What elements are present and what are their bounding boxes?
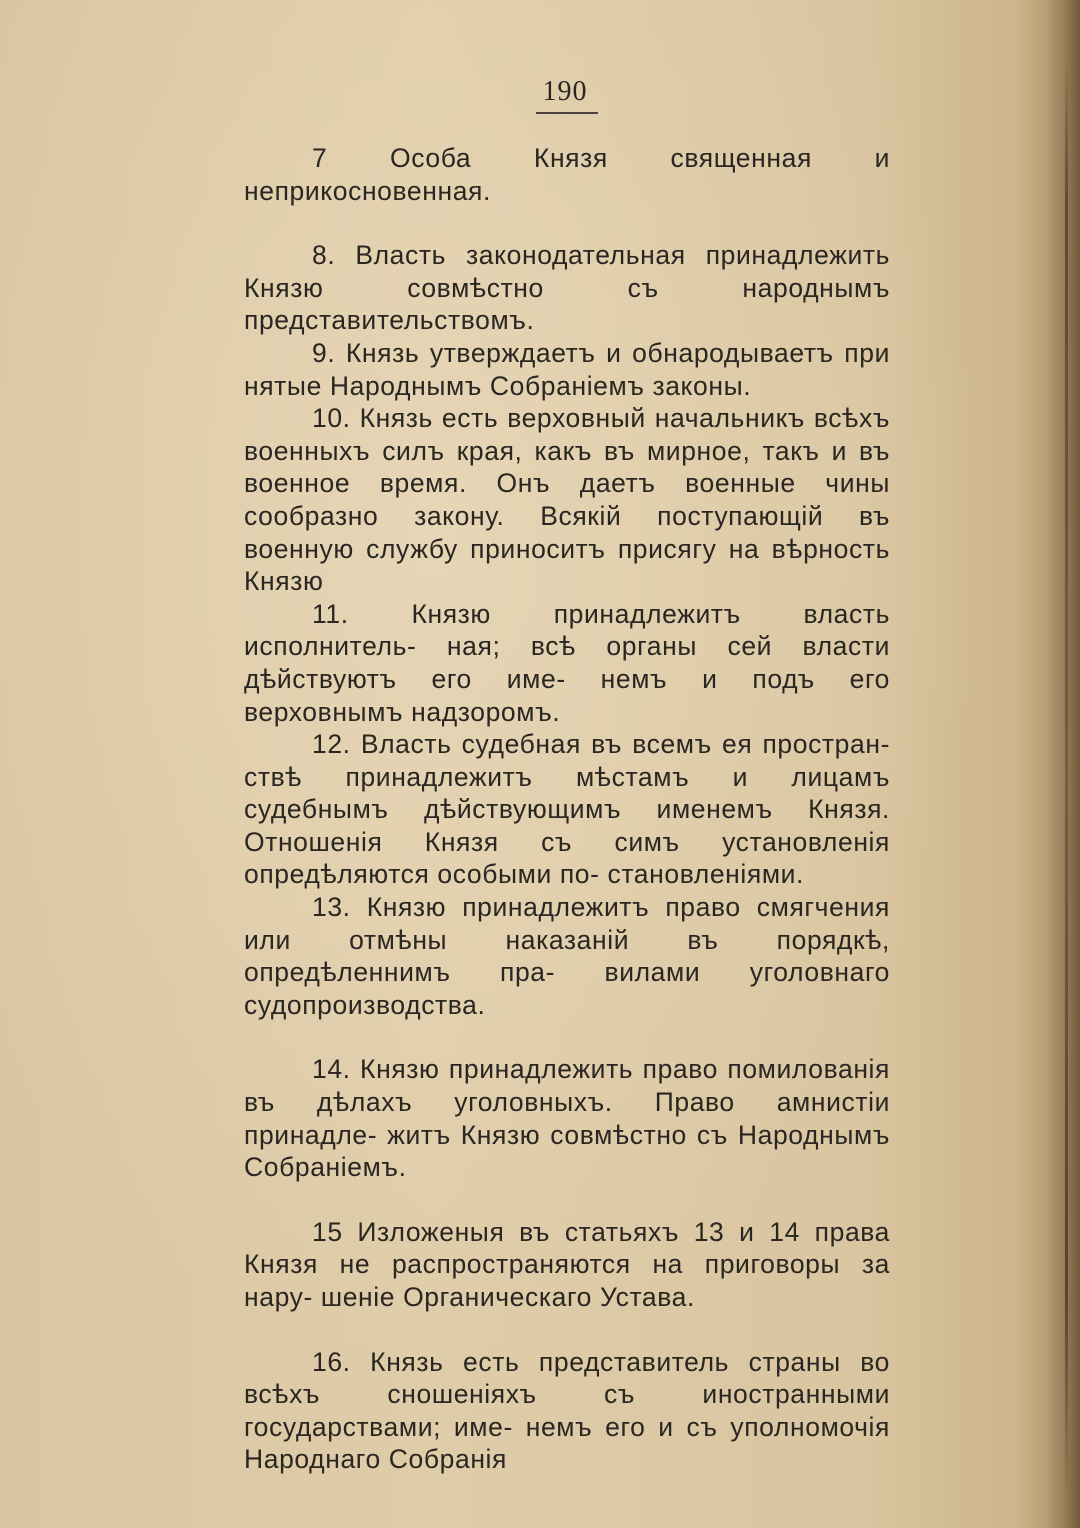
article-12: 12. Власть судебная въ всемъ ея простран- ствѣ принадлежитъ мѣстамъ и лицамъ судебнымъ дѣйствующимъ именемъ Князя. Отношенія Князя съ симъ установленія опредѣляются особыми по- становленіями. bbox=[244, 729, 890, 890]
page-body bbox=[244, 142, 890, 1476]
page-edge bbox=[1065, 60, 1068, 1500]
article-15: 15 Изложеныя въ статьяхъ 13 и 14 права Князя не распространяются на приговоры за нару- шеніе Органическаго Устава. bbox=[244, 1216, 890, 1312]
article-13: 13. Князю принадлежитъ право смягчения или отмѣны наказаній въ порядкѣ, опредѣленнимъ пра- вилами уголовнаго судопроизводства. bbox=[244, 892, 890, 1020]
page-number-rule bbox=[536, 112, 598, 114]
article-7: 7 Особа Князя священная и неприкосновенная. bbox=[244, 143, 890, 206]
article-11: 11. Князю принадлежитъ власть исполнитель- ная; всѣ органы сей власти дѣйствуютъ его име- немъ и подъ его верховнымъ надзоромъ. bbox=[244, 598, 890, 727]
article-16: 16. Князь есть представитель страны во всѣхъ сношеніяхъ съ иностранными государствами; име- немъ его и съ уполномочія Народнаго Собранія bbox=[244, 1346, 890, 1475]
article-9: 9. Князь утверждаетъ и обнародываетъ при нятые Народнымъ Собраніемъ законы. bbox=[244, 337, 890, 401]
article-10: 10. Князь есть верховный начальникъ всѣхъ военныхъ силъ края, какъ въ мирное, такъ и въ военное время. Онъ даетъ военные чины сообразно закону. Всякій поступающій въ военную службу приноситъ присягу на вѣрность Князю bbox=[244, 403, 890, 597]
article-14: 14. Князю принадлежить право помилованія въ дѣлахъ уголовныхъ. Право амнистіи принадле- житъ Князю совмѣстно съ Народнымъ Собраніемъ. bbox=[244, 1054, 890, 1183]
page-spine-shadow bbox=[1046, 0, 1080, 1528]
page-number: 190 bbox=[542, 76, 588, 107]
article-8: 8. Власть законодательная принадлежить Князю совмѣстно съ народнымъ представительствомъ. bbox=[244, 240, 890, 336]
